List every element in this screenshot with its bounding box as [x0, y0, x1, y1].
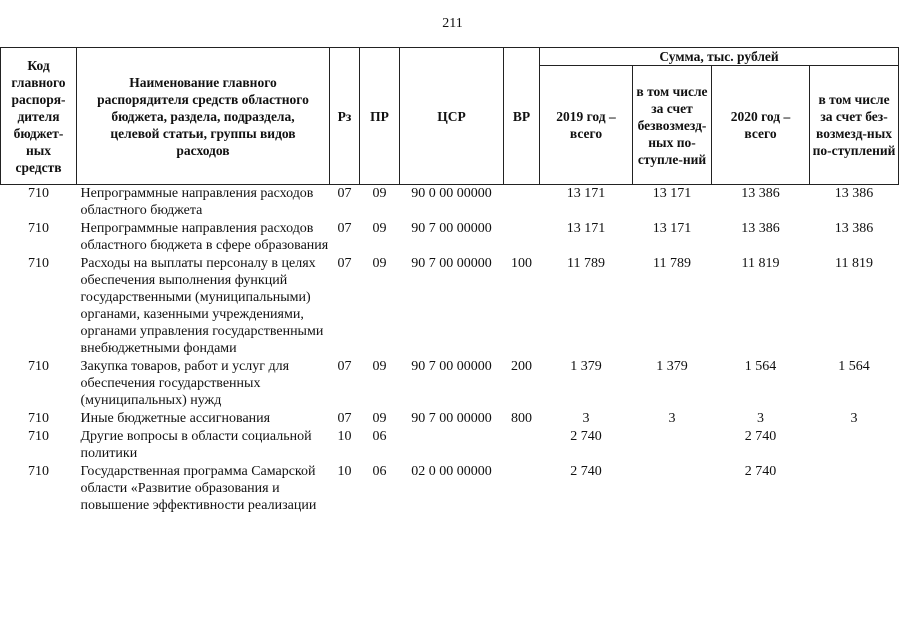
cell-csr	[400, 428, 504, 463]
cell-name: Закупка товаров, работ и услуг для обеспечения государственных (муниципальных) нужд	[80, 359, 290, 408]
cell-name: Иные бюджетные ассигнования	[80, 411, 271, 426]
table-header	[1, 48, 899, 185]
cell-name: Расходы на выплаты персоналу в целях обеспечения выполнения функций государственными (муниципальными) органами, казенными учреждениями, органами управления государственными внебюджетными фондами	[80, 256, 324, 356]
table-row	[1, 428, 899, 463]
cell-code: 710	[28, 429, 49, 444]
cell-pr: 06	[372, 464, 387, 479]
cell-vr: 200	[511, 359, 532, 374]
cell-2020-free	[810, 428, 899, 463]
cell-rz: 07	[337, 411, 352, 426]
header-2020-total: 2020 год – всего	[712, 66, 810, 185]
cell-2020-free: 1 564	[838, 359, 870, 374]
cell-2020-total: 2 740	[744, 429, 777, 444]
cell-code: 710	[28, 411, 49, 426]
cell-2019-total: 1 379	[570, 359, 602, 374]
cell-rz: 07	[337, 221, 352, 236]
cell-2020-total: 2 740	[744, 464, 777, 479]
cell-name: Государственная программа Самарской области «Развитие образования и повышение эффективности реализации	[80, 464, 317, 513]
cell-code: 710	[28, 186, 49, 201]
header-2019-free: в том числе за счет безвозмезд-ных по-ступле-ний	[633, 66, 712, 185]
cell-vr: 100	[511, 256, 532, 271]
cell-2019-free: 13 171	[652, 186, 692, 201]
cell-name: Непрограммные направления расходов областного бюджета	[80, 186, 314, 218]
cell-2019-free	[633, 428, 712, 463]
cell-csr: 90 7 00 00000	[411, 411, 492, 426]
cell-code: 710	[28, 256, 49, 271]
cell-2020-total: 3	[757, 411, 764, 426]
cell-2019-total: 13 171	[566, 221, 606, 236]
cell-code: 710	[28, 359, 49, 374]
cell-csr: 90 7 00 00000	[411, 359, 492, 374]
cell-name: Другие вопросы в области социальной политики	[80, 429, 312, 461]
cell-pr: 09	[372, 411, 387, 426]
cell-2019-free: 1 379	[656, 359, 688, 374]
header-code: Код главного распоря-дителя бюджет-ных средств	[1, 48, 77, 185]
cell-2019-free: 13 171	[652, 221, 692, 236]
cell-pr: 09	[372, 256, 387, 271]
cell-vr: 800	[511, 411, 532, 426]
budget-table	[0, 47, 899, 515]
table-row	[1, 463, 899, 515]
header-name: Наименование главного распорядителя средств областного бюджета, раздела, подраздела, целевой статьи, группы видов расходов	[77, 48, 330, 185]
cell-vr	[504, 428, 540, 463]
table-row	[1, 220, 899, 255]
cell-2019-total: 2 740	[570, 464, 602, 479]
table-body	[1, 185, 899, 516]
cell-2020-total: 13 386	[741, 186, 780, 201]
cell-pr: 09	[372, 186, 387, 201]
cell-2020-free	[810, 463, 899, 515]
cell-2020-free: 3	[850, 411, 858, 426]
cell-vr	[504, 463, 540, 515]
cell-2020-free: 13 386	[834, 186, 874, 201]
table-row	[1, 410, 899, 428]
cell-2020-free: 11 819	[835, 256, 874, 271]
cell-2020-total: 1 564	[744, 359, 777, 374]
cell-2019-total: 11 789	[567, 256, 605, 271]
cell-csr: 90 7 00 00000	[411, 221, 492, 236]
cell-csr: 90 7 00 00000	[411, 256, 492, 271]
cell-code: 710	[28, 221, 49, 236]
cell-csr: 90 0 00 00000	[411, 186, 492, 201]
header-csr: ЦСР	[400, 48, 504, 185]
cell-2020-free: 13 386	[834, 221, 874, 236]
header-2020-free: в том числе за счет без-возмезд-ных по-ступлений	[810, 66, 899, 185]
cell-rz: 07	[337, 359, 352, 374]
header-sum: Сумма, тыс. рублей	[540, 48, 899, 66]
page-number: 211	[442, 16, 463, 31]
cell-rz: 07	[337, 186, 352, 201]
cell-rz: 10	[337, 429, 352, 444]
cell-2019-total: 13 171	[566, 186, 606, 201]
cell-code: 710	[28, 464, 49, 479]
cell-pr: 06	[372, 429, 387, 444]
cell-name: Непрограммные направления расходов областного бюджета в сфере образования	[80, 221, 329, 253]
table-row	[1, 358, 899, 410]
cell-2020-total: 11 819	[741, 256, 780, 271]
cell-vr	[504, 185, 540, 221]
cell-pr: 09	[372, 221, 387, 236]
cell-vr	[504, 220, 540, 255]
header-vr: ВР	[504, 48, 540, 185]
cell-2020-total: 13 386	[741, 221, 780, 236]
cell-rz: 10	[337, 464, 352, 479]
cell-2019-free	[633, 463, 712, 515]
cell-2019-free: 3	[668, 411, 676, 426]
table-row	[1, 255, 899, 358]
header-pr: ПР	[360, 48, 400, 185]
header-rz: Рз	[330, 48, 360, 185]
header-2019-total: 2019 год – всего	[540, 66, 633, 185]
cell-2019-total: 3	[582, 411, 590, 426]
cell-pr: 09	[372, 359, 387, 374]
cell-rz: 07	[337, 256, 352, 271]
cell-csr: 02 0 00 00000	[411, 464, 492, 479]
table-row	[1, 185, 899, 221]
cell-2019-total: 2 740	[570, 429, 602, 444]
cell-2019-free: 11 789	[653, 256, 691, 271]
